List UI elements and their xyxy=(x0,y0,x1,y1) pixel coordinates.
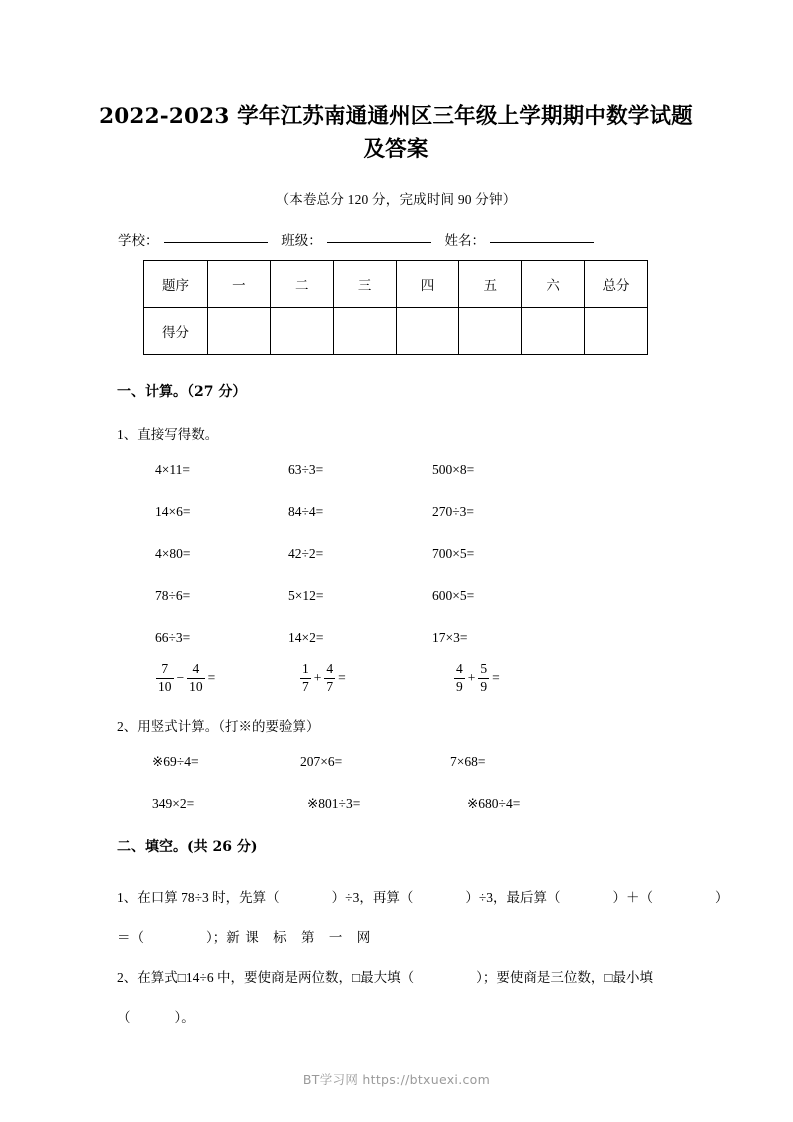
score-cell[interactable] xyxy=(333,308,396,355)
score-table xyxy=(143,260,648,355)
section-1-heading: 一、计算。（27 分） xyxy=(117,384,247,400)
calc-item[interactable]: 84÷4= xyxy=(288,504,324,519)
vertical-calc-item[interactable]: ※680÷4= xyxy=(467,796,521,811)
vertical-calc-item[interactable]: 7×68= xyxy=(450,754,486,769)
fraction-denominator: 10 xyxy=(189,678,203,694)
table-row-score xyxy=(144,308,648,355)
class-label: 班级： xyxy=(281,233,322,248)
score-row-label: 得分 xyxy=(144,308,208,355)
fill-text: ）。 xyxy=(174,1010,195,1025)
page-title xyxy=(96,100,696,166)
fraction xyxy=(478,662,489,693)
fraction-item[interactable] xyxy=(299,662,453,693)
calc-item[interactable]: 42÷2= xyxy=(288,546,324,561)
vertical-calc-item[interactable]: ※801÷3= xyxy=(307,796,361,811)
fraction-numerator: 4 xyxy=(192,661,200,677)
fraction-denominator: 9 xyxy=(480,678,488,694)
score-cell[interactable] xyxy=(522,308,585,355)
calc-item[interactable]: 63÷3= xyxy=(288,462,324,477)
fraction-denominator: 9 xyxy=(456,678,463,694)
table-row-header xyxy=(144,261,648,308)
calc-row xyxy=(155,504,675,546)
vertical-calculation-grid xyxy=(152,754,682,838)
school-input[interactable] xyxy=(164,230,268,243)
fraction-item[interactable] xyxy=(155,662,299,693)
equals-sign: = xyxy=(338,670,346,685)
fraction xyxy=(324,662,335,693)
score-cell[interactable] xyxy=(270,308,333,355)
vertical-calc-item[interactable]: 349×2= xyxy=(152,796,195,811)
school-label: 学校： xyxy=(118,233,159,248)
watermark-text: 新课 标 第 一 网 xyxy=(226,930,376,945)
calc-row xyxy=(155,588,675,630)
section-2-heading: 二、填空。(共 26 分) xyxy=(117,839,258,855)
calc-item[interactable]: 500×8= xyxy=(432,462,475,477)
fraction-operator: + xyxy=(467,670,476,685)
fraction xyxy=(187,662,205,693)
fill-text: ＝（ xyxy=(117,930,144,945)
section-1-question-2-label: 2、用竖式计算。（打※的要验算） xyxy=(117,719,320,734)
score-table-header-cell: 二 xyxy=(270,261,333,308)
fraction-numerator: 1 xyxy=(302,661,309,677)
fraction-calculation-row xyxy=(155,655,675,701)
fill-text: 1、在口算 78÷3 时，先算（ xyxy=(117,890,280,905)
footer-watermark: BT学习网 https://btxuexi.com xyxy=(302,1072,491,1087)
fraction xyxy=(454,662,465,693)
section-2-question-2-line1 xyxy=(117,958,682,998)
vertical-calc-row xyxy=(152,754,682,796)
fraction-numerator: 7 xyxy=(161,661,169,677)
name-input[interactable] xyxy=(490,230,594,243)
calc-item[interactable]: 600×5= xyxy=(432,588,475,603)
equals-sign: = xyxy=(207,670,216,685)
fraction-item[interactable] xyxy=(453,662,613,693)
calc-item[interactable]: 5×12= xyxy=(288,588,324,603)
fill-text: （ xyxy=(117,1010,131,1025)
calc-item[interactable]: 14×2= xyxy=(288,630,324,645)
fill-text: ）；要使商是三位数，□最小填 xyxy=(476,970,653,985)
fill-text: ）； xyxy=(206,930,227,945)
page-title-line1: 2022-2023 学年江苏南通通州区三年级上学期期中数学试题 xyxy=(99,104,693,129)
calc-item[interactable]: 78÷6= xyxy=(155,588,191,603)
score-cell[interactable] xyxy=(585,308,648,355)
score-table-header-cell: 总分 xyxy=(585,261,648,308)
score-table-header-cell: 六 xyxy=(522,261,585,308)
vertical-calc-row xyxy=(152,796,682,838)
vertical-calc-item[interactable]: 207×6= xyxy=(300,754,343,769)
fraction-numerator: 5 xyxy=(480,661,488,677)
calc-item[interactable]: 270÷3= xyxy=(432,504,475,519)
section-2-question-2-line2 xyxy=(117,998,682,1038)
score-table-header-cell: 三 xyxy=(333,261,396,308)
calc-item[interactable]: 66÷3= xyxy=(155,630,191,645)
exam-subtitle: （本卷总分 120 分，完成时间 90 分钟） xyxy=(275,192,517,207)
section-1-question-1-label: 1、直接写得数。 xyxy=(117,427,219,442)
fraction-denominator: 7 xyxy=(302,678,309,694)
vertical-calc-item[interactable]: ※69÷4= xyxy=(152,754,199,769)
score-table-header-cell: 四 xyxy=(396,261,459,308)
section-2-question-1-line2 xyxy=(117,918,682,958)
score-cell[interactable] xyxy=(459,308,522,355)
fill-text: ）÷3，再算（ xyxy=(331,890,414,905)
score-cell[interactable] xyxy=(396,308,459,355)
fraction-numerator: 4 xyxy=(456,661,463,677)
fraction-numerator: 4 xyxy=(326,661,334,677)
fill-text: 2、在算式□14÷6 中，要使商是两位数，□最大填（ xyxy=(117,970,415,985)
calc-row xyxy=(155,546,675,588)
fill-text: ） xyxy=(715,890,729,905)
fraction-denominator: 10 xyxy=(158,678,172,694)
fraction-operator: − xyxy=(176,670,185,685)
equals-sign: = xyxy=(492,670,500,685)
oral-calculation-grid xyxy=(155,462,675,672)
class-input[interactable] xyxy=(327,230,431,243)
fraction-operator: + xyxy=(313,670,322,685)
name-label: 姓名： xyxy=(444,233,485,248)
calc-item[interactable]: 4×80= xyxy=(155,546,191,561)
page-title-line2: 及答案 xyxy=(363,137,429,162)
fill-text: ）＋（ xyxy=(612,890,654,905)
student-info-line xyxy=(118,229,678,249)
score-table-header-cell: 题序 xyxy=(144,261,208,308)
calc-item[interactable]: 17×3= xyxy=(432,630,468,645)
fraction xyxy=(300,662,311,693)
fraction xyxy=(156,662,174,693)
calc-item[interactable]: 14×6= xyxy=(155,504,191,519)
calc-row xyxy=(155,462,675,504)
section-2-question-1-line1 xyxy=(117,878,729,918)
score-table-header-cell: 五 xyxy=(459,261,522,308)
score-table-header-cell: 一 xyxy=(208,261,271,308)
calc-item[interactable]: 700×5= xyxy=(432,546,475,561)
calc-item[interactable]: 4×11= xyxy=(155,462,190,477)
fraction-denominator: 7 xyxy=(326,678,334,694)
fill-text: ）÷3，最后算（ xyxy=(465,890,561,905)
score-cell[interactable] xyxy=(208,308,271,355)
